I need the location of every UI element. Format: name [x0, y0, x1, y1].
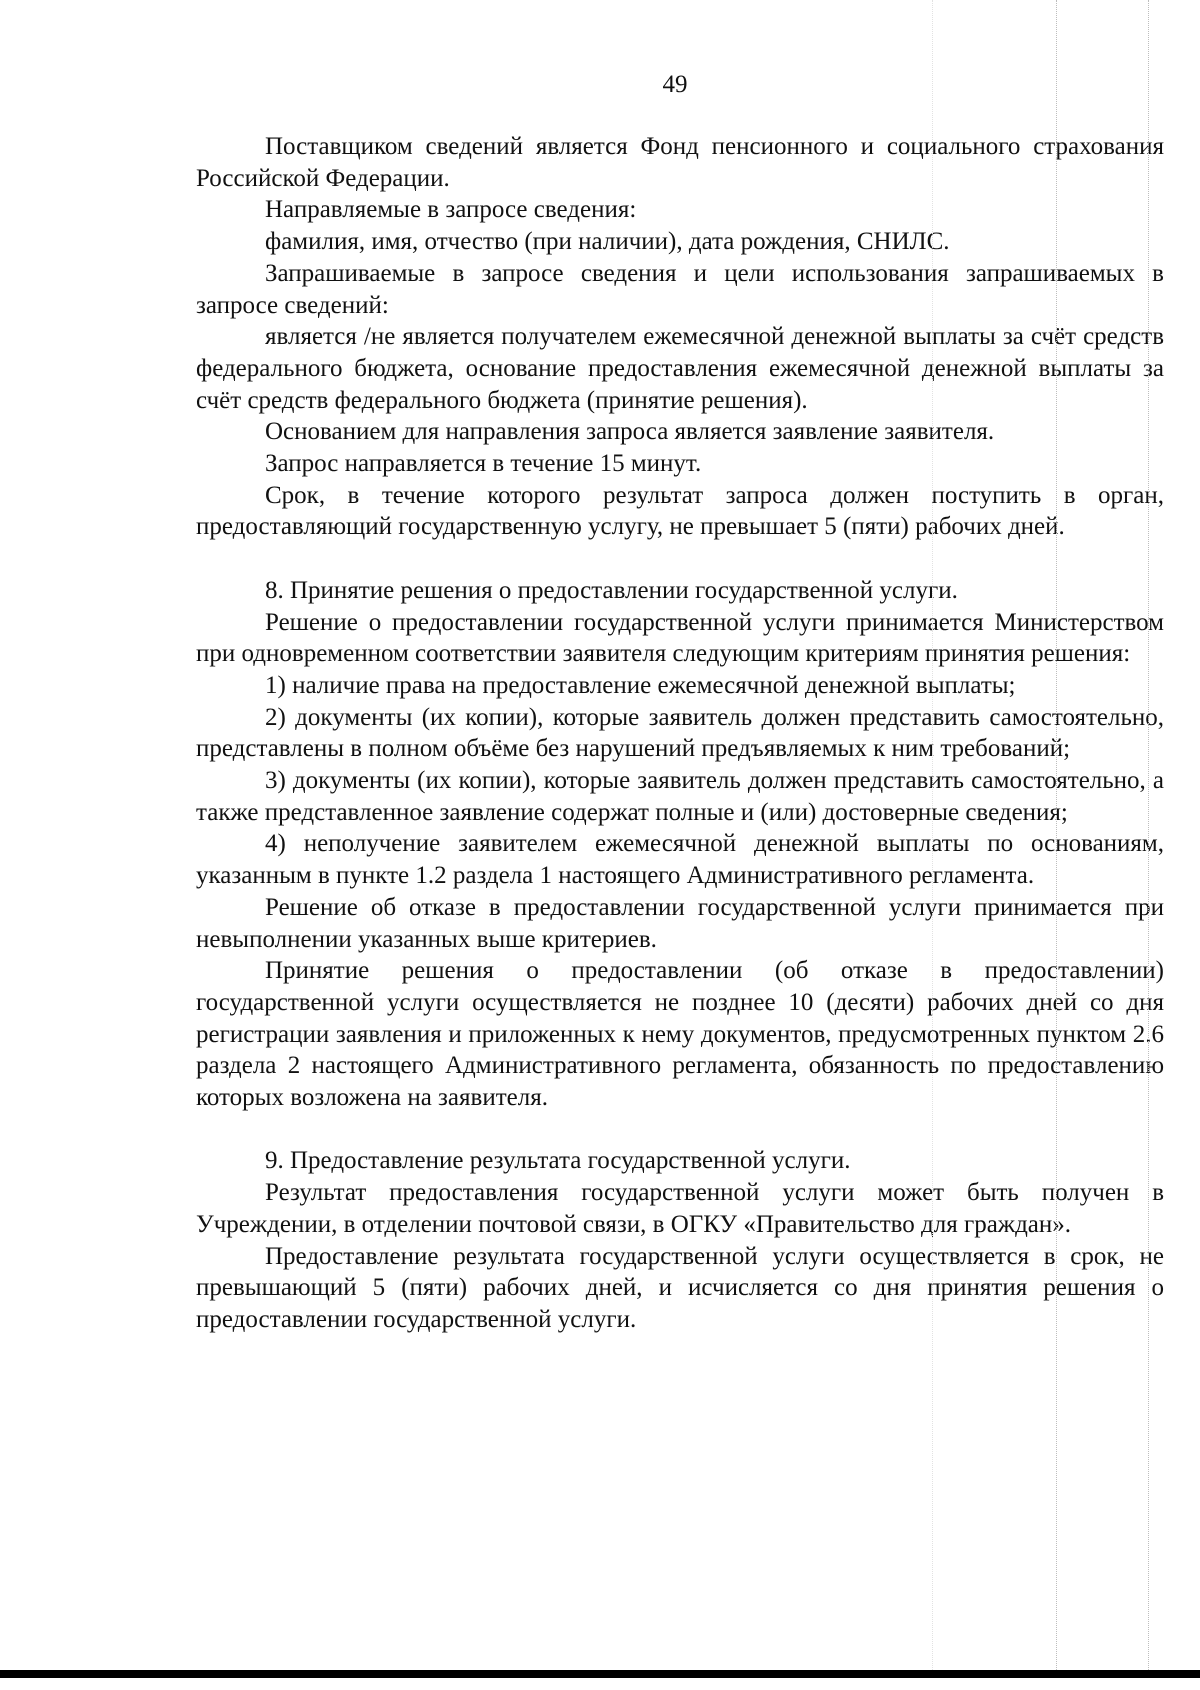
paragraph-requested-data-list: является /не является получателем ежемесячной денежной выплаты за счёт средств федерального бюджета, основание предоставления ежемесячной денежной выплаты за счёт средств федерального бюджета (принятие решения).	[196, 323, 1164, 414]
paragraph-decision-deadline: Принятие решения о предоставлении (об отказе в предоставлении) государственной услуги осуществляется не позднее 10 (десяти) рабочих дней со дня регистрации заявления и приложенных к нему документов, предусмотренных пунктом 2.6 раздела 2 настоящего Административного регламента, обязанность по предоставлению которых возложена на заявителя.	[196, 957, 1164, 1112]
scan-bottom-edge	[0, 1670, 1200, 1678]
document-body	[196, 131, 1164, 1336]
paragraph-data-provider: Поставщиком сведений является Фонд пенсионного и социального страхования Российской Федерации.	[196, 133, 1164, 192]
scan-artifact-line	[1056, 0, 1057, 1670]
paragraph-request-basis: Основанием для направления запроса является заявление заявителя.	[265, 418, 995, 446]
paragraph-request-timing: Запрос направляется в течение 15 минут.	[265, 450, 702, 478]
page-number: 49	[662, 71, 688, 98]
section-heading-8: 8. Принятие решения о предоставлении государственной услуги.	[265, 576, 958, 604]
paragraph-result-deadline: Предоставление результата государственной услуги осуществляется в срок, не превышающий 5 (пяти) рабочих дней, и исчисляется со дня принятия решения о предоставлении государственной услуги.	[196, 1242, 1164, 1333]
paragraph-requested-data-heading: Запрашиваемые в запросе сведения и цели использования запрашиваемых в запросе сведений:	[196, 259, 1164, 319]
paragraph-result-delivery: Результат предоставления государственной услуги может быть получен в Учреждении, в отделении почтовой связи, в ОГКУ «Правительство для граждан».	[196, 1179, 1164, 1238]
criteria-item-4: 4) неполучение заявителем ежемесячной денежной выплаты по основаниям, указанным в пункте 1.2 раздела 1 настоящего Административного регламента.	[196, 830, 1164, 890]
scan-artifact-line	[932, 0, 933, 1670]
section-heading-9: 9. Предоставление результата государственной услуги.	[265, 1147, 851, 1175]
paragraph-response-deadline: Срок, в течение которого результат запроса должен поступить в орган, предоставляющий государственную услугу, не превышает 5 (пяти) рабочих дней.	[196, 481, 1164, 541]
paragraph-request-data-heading: Направляемые в запросе сведения:	[265, 196, 637, 224]
criteria-item-3: 3) документы (их копии), которые заявитель должен представить самостоятельно, а также представленное заявление содержат полные и (или) достоверные сведения;	[196, 767, 1164, 826]
paragraph-decision-criteria: Решение о предоставлении государственной услуги принимается Министерством при одновременном соответствии заявителя следующим критериям принятия решения:	[196, 608, 1164, 668]
paragraph-refusal-decision: Решение об отказе в предоставлении государственной услуги принимается при невыполнении указанных выше критериев.	[196, 893, 1164, 953]
criteria-item-2: 2) документы (их копии), которые заявитель должен представить самостоятельно, представлены в полном объёме без нарушений предъявляемых к ним требований;	[196, 703, 1164, 763]
paragraph-request-data-list: фамилия, имя, отчество (при наличии), дата рождения, СНИЛС.	[265, 228, 950, 256]
scan-artifact-line	[1148, 0, 1149, 1670]
criteria-item-1: 1) наличие права на предоставление ежемесячной денежной выплаты;	[265, 671, 1016, 699]
